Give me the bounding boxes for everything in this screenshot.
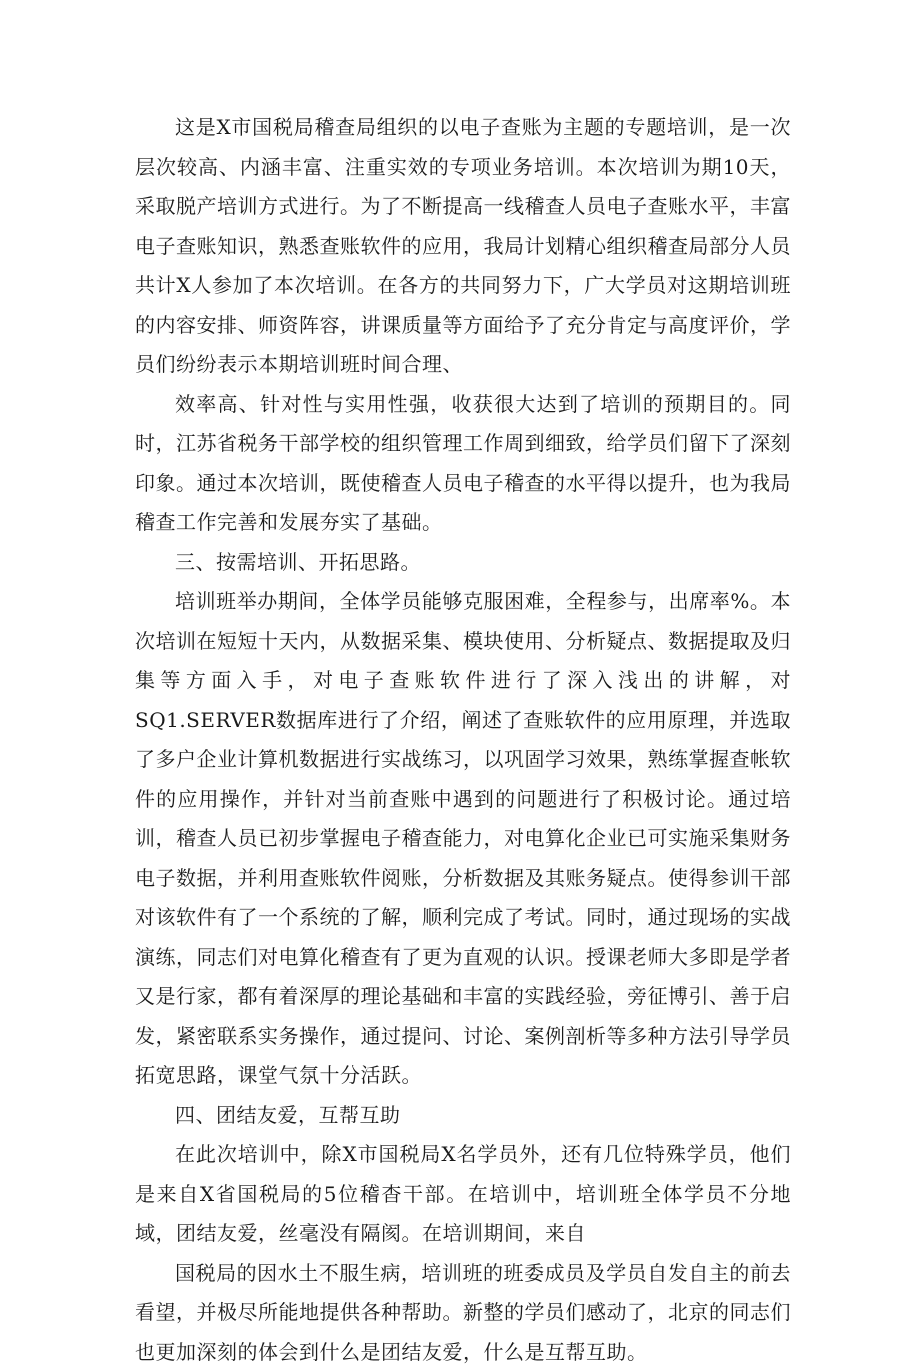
section-heading-4: 四、团结友爱，互帮互助 [135, 1096, 791, 1136]
paragraph-efficiency: 效率高、针对性与实用性强，收获很大达到了培训的预期目的。同时，江苏省税务干部学校的组织管理工作周到细致，给学员们留下了深刻印象。通过本次培训，既使稽查人员电子稽查的水平得以提升，也为我局稽查工作完善和发展夯实了基础。 [135, 385, 791, 543]
paragraph-mutual-help: 国税局的因水土不服生病，培训班的班委成员及学员自发自主的前去看望，并极尽所能地提供各种帮助。新整的学员们感动了，北京的同志们也更加深刻的体会到什么是团结友爱，什么是互帮互助。 [135, 1254, 791, 1372]
section-heading-3: 三、按需培训、开拓思路。 [135, 543, 791, 583]
paragraph-training-content: 培训班举办期间，全体学员能够克服困难，全程参与，出席率%。本次培训在短短十天内，从数据采集、模块使用、分析疑点、数据提取及归集等方面入手，对电子查账软件进行了深入浅出的讲解，对SQ1.SERVER数据库进行了介绍，阐述了查账软件的应用原理，并选取了多户企业计算机数据进行实战练习，以巩固学习效果，熟练掌握查帐软件的应用操作，并针对当前查账中遇到的问题进行了积极讨论。通过培训，稽查人员已初步掌握电子稽查能力，对电算化企业已可实施采集财务电子数据，并利用查账软件阅账，分析数据及其账务疑点。使得参训干部对该软件有了一个系统的了解，顺利完成了考试。同时，通过现场的实战演练，同志们对电算化稽查有了更为直观的认识。授课老师大多即是学者又是行家，都有着深厚的理论基础和丰富的实践经验，旁征博引、善于启发，紧密联系实务操作，通过提问、讨论、案例剖析等多种方法引导学员拓宽思路，课堂气氛十分活跃。 [135, 582, 791, 1096]
paragraph-special-students: 在此次培训中，除X市国税局X名学员外，还有几位特殊学员，他们是来自X省国税局的5位稽杳干部。在培训中，培训班全体学员不分地域，团结友爱，丝毫没有隔阂。在培训期间，来自 [135, 1135, 791, 1254]
document-page [135, 108, 791, 1372]
paragraph-intro: 这是X市国税局稽查局组织的以电子查账为主题的专题培训，是一次层次较高、内涵丰富、注重实效的专项业务培训。本次培训为期10天，采取脱产培训方式进行。为了不断提高一线稽查人员电子查账水平，丰富电子查账知识，熟悉查账软件的应用，我局计划精心组织稽查局部分人员共计X人参加了本次培训。在各方的共同努力下，广大学员对这期培训班的内容安排、师资阵容，讲课质量等方面给予了充分肯定与高度评价，学员们纷纷表示本期培训班时间合理、 [135, 108, 791, 385]
